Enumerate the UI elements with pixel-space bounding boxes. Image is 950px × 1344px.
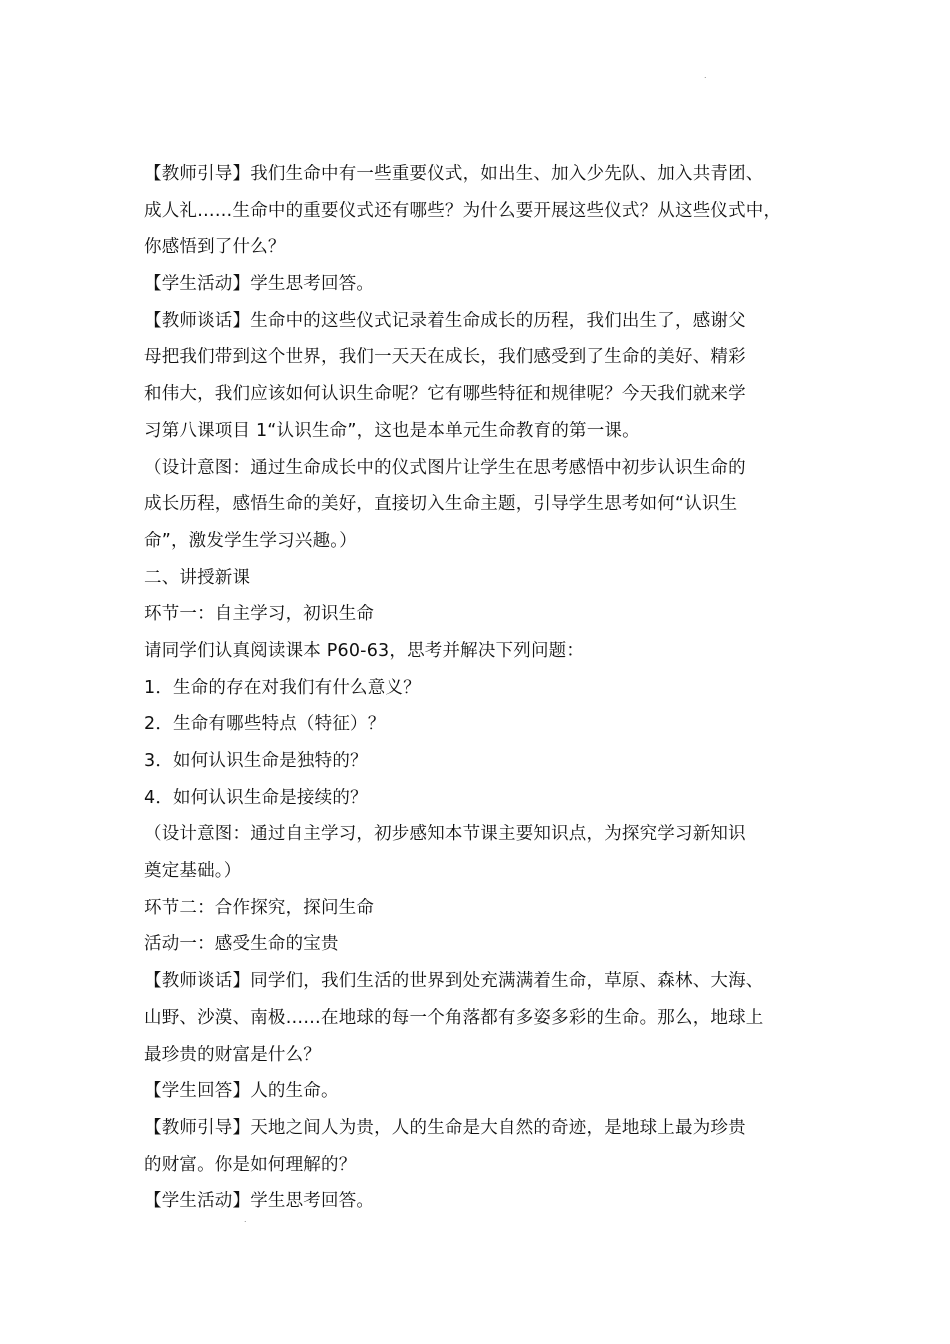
text-line: 成长历程，感悟生命的美好，直接切入生命主题，引导学生思考如何“认识生 [144,494,738,515]
text-line: 成人礼……生命中的重要仪式还有哪些？为什么要开展这些仪式？从这些仪式中， [144,200,782,221]
text-line: 命”，激发学生学习兴趣。） [144,530,357,551]
subsection-heading: 环节二：合作探究，探问生命 [144,897,375,918]
text-line: 【学生活动】学生思考回答。 [144,274,375,295]
question-item: 2．生命有哪些特点（特征）？ [144,714,386,735]
text-line: 山野、沙漠、南极……在地球的每一个角落都有多姿多彩的生命。那么，地球上 [144,1007,764,1028]
text-line: 【教师引导】我们生命中有一些重要仪式，如出生、加入少先队、加入共青团、 [144,164,764,184]
text-line: 【学生活动】学生思考回答。 [144,1191,375,1212]
text-line: 最珍贵的财富是什么？ [144,1044,321,1065]
question-item: 3．如何认识生命是独特的？ [144,751,368,771]
question-item: 1．生命的存在对我们有什么意义？ [144,677,421,698]
text-line: （设计意图：通过生命成长中的仪式图片让学生在思考感悟中初步认识生命的 [144,457,746,478]
section-heading: 二、讲授新课 [144,567,251,588]
text-line: 请同学们认真阅读课本 P60-63，思考并解决下列问题： [144,640,585,661]
subsection-heading: 环节一：自主学习，初识生命 [144,604,375,625]
text-line: 奠定基础。） [144,861,242,882]
activity-heading: 活动一：感受生命的宝贵 [144,934,339,955]
text-line: 【教师谈话】生命中的这些仪式记录着生命成长的历程，我们出生了，感谢父 [144,310,746,331]
footer-mark: ˙ [243,1221,248,1231]
text-line: 的财富。你是如何理解的？ [144,1154,357,1175]
text-line: 母把我们带到这个世界，我们一天天在成长，我们感受到了生命的美好、精彩 [144,347,746,368]
document-body [144,156,814,1220]
question-item: 4．如何认识生命是接续的？ [144,787,368,808]
text-line: 【学生回答】人的生命。 [144,1081,339,1102]
text-line: 习第八课项目 1“认识生命”，这也是本单元生命教育的第一课。 [144,420,640,441]
text-line: 【教师引导】天地之间人为贵，人的生命是大自然的奇迹，是地球上最为珍贵 [144,1117,746,1138]
text-line: （设计意图：通过自主学习，初步感知本节课主要知识点，为探究学习新知识 [144,824,746,845]
text-line: 【教师谈话】同学们，我们生活的世界到处充满满着生命，草原、森林、大海、 [144,971,764,992]
text-line: 和伟大，我们应该如何认识生命呢？它有哪些特征和规律呢？今天我们就来学 [144,384,746,405]
header-mark: ˙ [703,77,708,87]
text-line: 你感悟到了什么？ [144,237,286,258]
